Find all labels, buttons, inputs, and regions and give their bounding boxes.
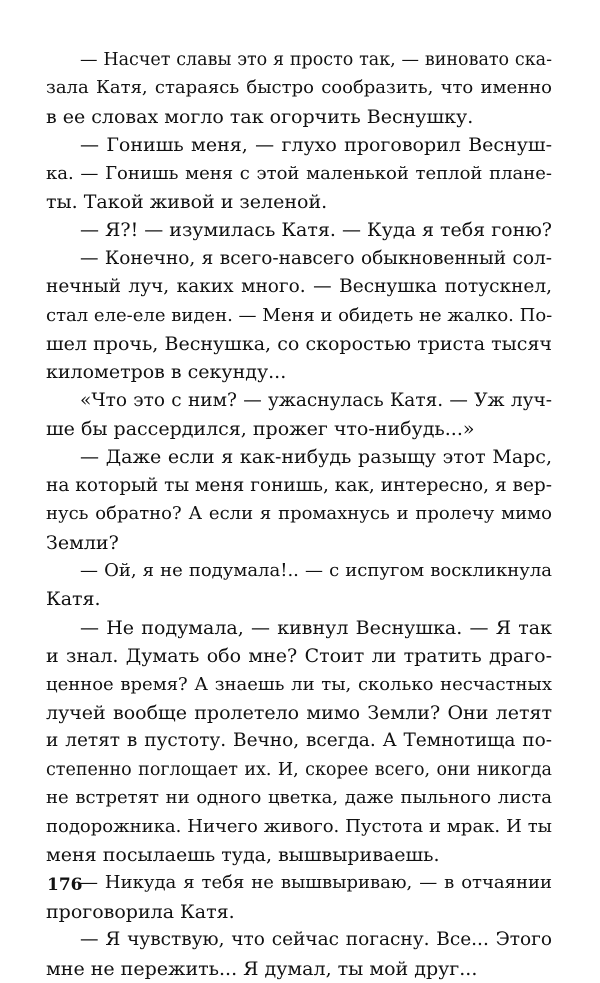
text-line: проговорила Катя. xyxy=(46,900,235,923)
text-line: стал еле-еле виден. — Меня и обидеть не жалко. По- xyxy=(46,304,553,326)
text-line: лучей вообще пролетело мимо Земли? Они летят xyxy=(46,701,552,724)
text-line: шел прочь, Веснушка, со скоростью триста тысяч xyxy=(46,332,552,355)
text-line: ты. Такой живой и зеленой. xyxy=(46,190,328,213)
text-line: — Гонишь меня, — глухо проговорил Веснуш- xyxy=(80,134,552,157)
text-line: — Конечно, я всего-навсего обыкновенный сол- xyxy=(80,247,552,269)
text-line: — Никуда я тебя не вышвыриваю, — в отчаянии xyxy=(80,872,552,894)
text-line: мне не пережить... Я думал, ты мой друг... xyxy=(46,957,478,980)
text-line: нечный луч, каких много. — Веснушка потускнел, xyxy=(46,276,552,298)
body-text xyxy=(46,46,552,983)
text-line: — Я чувствую, что сейчас погасну. Все... Этого xyxy=(80,929,552,951)
text-line: «Что это с ним? — ужаснулась Катя. — Уж луч- xyxy=(80,389,552,411)
text-line: Земли? xyxy=(46,531,119,554)
text-line: и летят в пустоту. Вечно, всегда. А Темнотища по- xyxy=(46,730,552,752)
text-line: на который ты меня гонишь, как, интересно, я вер- xyxy=(46,474,552,496)
text-line: и знал. Думать обо мне? Стоит ли тратить драго- xyxy=(46,645,552,668)
text-line: ка. — Гонишь меня с этой маленькой теплой плане- xyxy=(46,162,552,184)
text-line: зала Катя, стараясь быстро сообразить, что именно xyxy=(46,77,552,99)
text-line: — Насчет славы это я просто так, — виновато ска- xyxy=(80,50,552,70)
text-line: меня посылаешь туда, вышвыриваешь. xyxy=(46,843,440,866)
text-line: не встретят ни одного цветка, даже пыльного листа xyxy=(46,787,552,809)
text-line: — Я?! — изумилась Катя. — Куда я тебя гоню? xyxy=(80,219,552,242)
text-line: ценное время? А знаешь ли ты, сколько несчастных xyxy=(46,673,552,695)
text-line: — Не подумала, — кивнул Веснушка. — Я так xyxy=(80,616,552,639)
text-line: километров в секунду... xyxy=(46,361,287,384)
text-line: — Ой, я не подумала!.. — с испугом воскликнула xyxy=(80,560,552,582)
page-number: 176 xyxy=(47,875,83,895)
text-line: нусь обратно? А если я промахнусь и пролечу мимо xyxy=(46,503,552,525)
text-line: ше бы рассердился, прожег что-нибудь...» xyxy=(46,418,475,441)
text-line: подорожника. Ничего живого. Пустота и мрак. И ты xyxy=(46,815,552,837)
text-line: Катя. xyxy=(46,588,101,611)
text-line: в ее словах могло так огорчить Веснушку. xyxy=(46,105,474,128)
text-line: — Даже если я как-нибудь разыщу этот Марс, xyxy=(80,446,552,469)
text-line: степенно поглощает их. И, скорее всего, они никогда xyxy=(46,759,552,780)
